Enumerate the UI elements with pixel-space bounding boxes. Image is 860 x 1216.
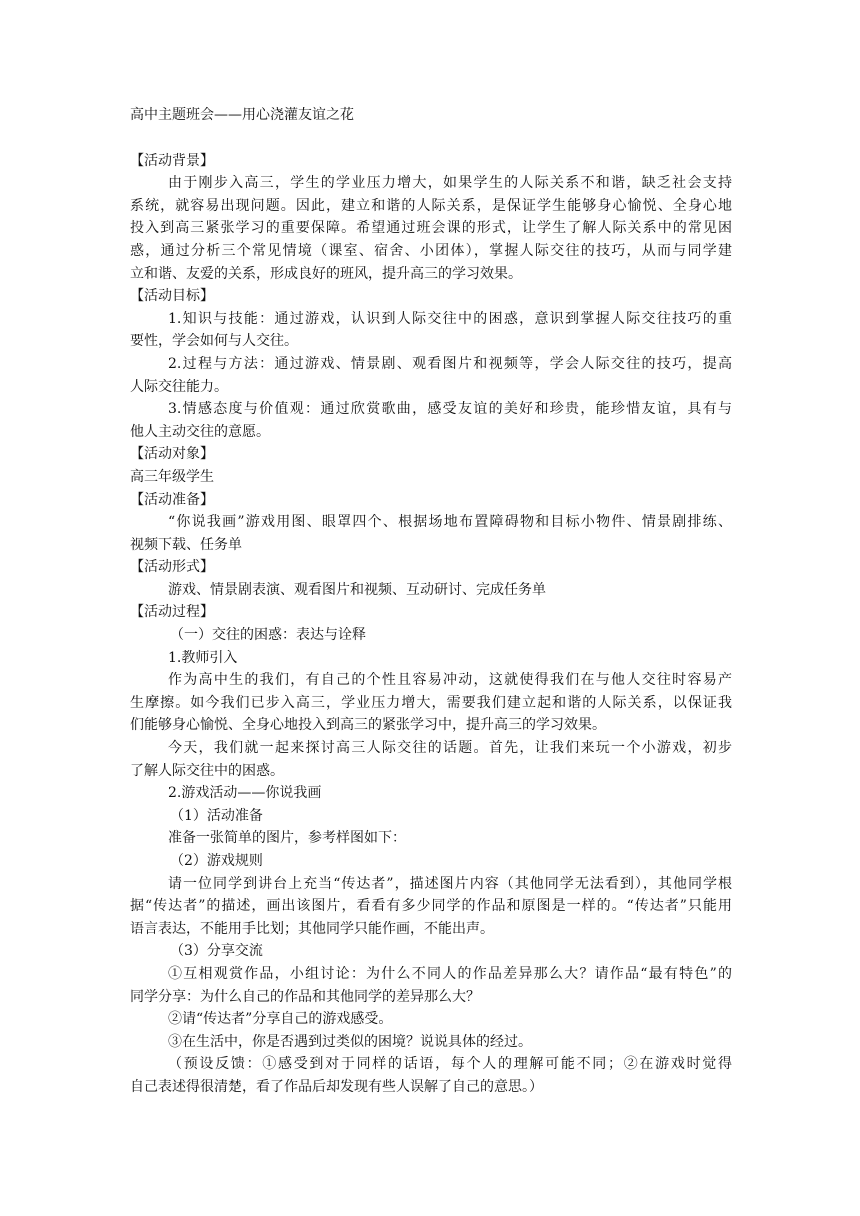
paragraph-line: 他人主动交往的意愿。 bbox=[130, 423, 270, 440]
paragraph-line: “你说我画”游戏用图、眼罩四个、根据场地布置障碍物和目标小物件、情景剧排练、 bbox=[168, 514, 732, 531]
subheading: （1）活动准备 bbox=[170, 807, 263, 824]
paragraph-line: 视频下载、任务单 bbox=[130, 536, 242, 553]
section-heading-background: 【活动背景】 bbox=[130, 152, 214, 169]
paragraph-line: 投入到高三紧张学习的重要保障。希望通过班会课的形式，让学生了解人际关系中的常见困 bbox=[130, 220, 732, 237]
paragraph-line: 今天，我们就一起来探讨高三人际交往的话题。首先，让我们来玩一个小游戏，初步 bbox=[168, 740, 732, 757]
paragraph-line: 高三年级学生 bbox=[130, 468, 214, 485]
section-heading-preparation: 【活动准备】 bbox=[130, 491, 214, 508]
document-page bbox=[130, 104, 732, 1099]
paragraph-line: 们能够身心愉悦、全身心地投入到高三的紧张学习中，提升高三的学习效果。 bbox=[130, 717, 606, 734]
subheading: （3）分享交流 bbox=[170, 943, 263, 960]
paragraph-line: 了解人际交往中的困惑。 bbox=[130, 762, 284, 779]
section-heading-target: 【活动对象】 bbox=[130, 446, 214, 463]
paragraph-line: 生摩擦。如今我们已步入高三，学业压力增大，需要我们建立起和谐的人际关系，以保证我 bbox=[130, 694, 732, 711]
paragraph-line: 1.知识与技能：通过游戏，认识到人际交往中的困惑，意识到掌握人际交往技巧的重 bbox=[168, 310, 732, 327]
paragraph-line: 2.过程与方法：通过游戏、情景剧、观看图片和视频等，学会人际交往的技巧，提高 bbox=[168, 355, 732, 372]
paragraph-line: 系统，就容易出现问题。因此，建立和谐的人际关系，是保证学生能够身心愉悦、全身心地 bbox=[130, 197, 732, 214]
paragraph-line: 自己表述得很清楚，看了作品后却发现有些人误解了自己的意思。） bbox=[130, 1078, 543, 1095]
subheading: 1.教师引入 bbox=[168, 649, 238, 666]
paragraph-line: 同学分享：为什么自己的作品和其他同学的差异那么大？ bbox=[130, 988, 480, 1005]
paragraph-line: ③在生活中，你是否遇到过类似的困境？说说具体的经过。 bbox=[168, 1033, 532, 1050]
paragraph-line: 语言表达，不能用手比划；其他同学只能作画，不能出声。 bbox=[130, 920, 494, 937]
paragraph-line: 准备一张简单的图片，参考样图如下： bbox=[168, 830, 406, 847]
section-heading-process: 【活动过程】 bbox=[130, 604, 214, 621]
paragraph-line: 请一位同学到讲台上充当“传达者”，描述图片内容（其他同学无法看到），其他同学根 bbox=[168, 875, 732, 892]
paragraph-line: ①互相观赏作品，小组讨论：为什么不同人的作品差异那么大？请作品“最有特色”的 bbox=[168, 965, 732, 982]
paragraph-line: 惑，通过分析三个常见情境（课室、宿舍、小团体），掌握人际交往的技巧，从而与同学建 bbox=[130, 242, 732, 259]
paragraph-line: 人际交往能力。 bbox=[130, 378, 228, 395]
paragraph-line: 立和谐、友爱的关系，形成良好的班风，提升高三的学习效果。 bbox=[130, 265, 522, 282]
subheading: （一）交往的困惑：表达与诠释 bbox=[170, 627, 366, 644]
paragraph-line: 3.情感态度与价值观：通过欣赏歌曲，感受友谊的美好和珍贵，能珍惜友谊，具有与 bbox=[168, 401, 732, 418]
paragraph-line: 游戏、情景剧表演、观看图片和视频、互动研讨、完成任务单 bbox=[168, 581, 546, 598]
section-heading-format: 【活动形式】 bbox=[130, 559, 214, 576]
subheading: 2.游戏活动——你说我画 bbox=[168, 785, 322, 802]
section-heading-goals: 【活动目标】 bbox=[130, 288, 214, 305]
subheading: （2）游戏规则 bbox=[170, 853, 263, 869]
paragraph-line: （预设反馈：①感受到对于同样的话语，每个人的理解可能不同；②在游戏时觉得 bbox=[168, 1056, 732, 1073]
paragraph-line: 据“传达者”的描述，画出该图片，看看有多少同学的作品和原图是一样的。“传达者”只能用 bbox=[130, 898, 732, 915]
paragraph-line: 要性，学会如何与人交往。 bbox=[130, 333, 298, 350]
document-title: 高中主题班会——用心浇灌友谊之花 bbox=[130, 107, 354, 123]
paragraph-line: 作为高中生的我们，有自己的个性且容易冲动，这就使得我们在与他人交往时容易产 bbox=[168, 672, 732, 689]
paragraph-line: 由于刚步入高三，学生的学业压力增大，如果学生的人际关系不和谐，缺乏社会支持 bbox=[168, 175, 732, 192]
paragraph-line: ②请“传达者”分享自己的游戏感受。 bbox=[168, 1011, 393, 1028]
